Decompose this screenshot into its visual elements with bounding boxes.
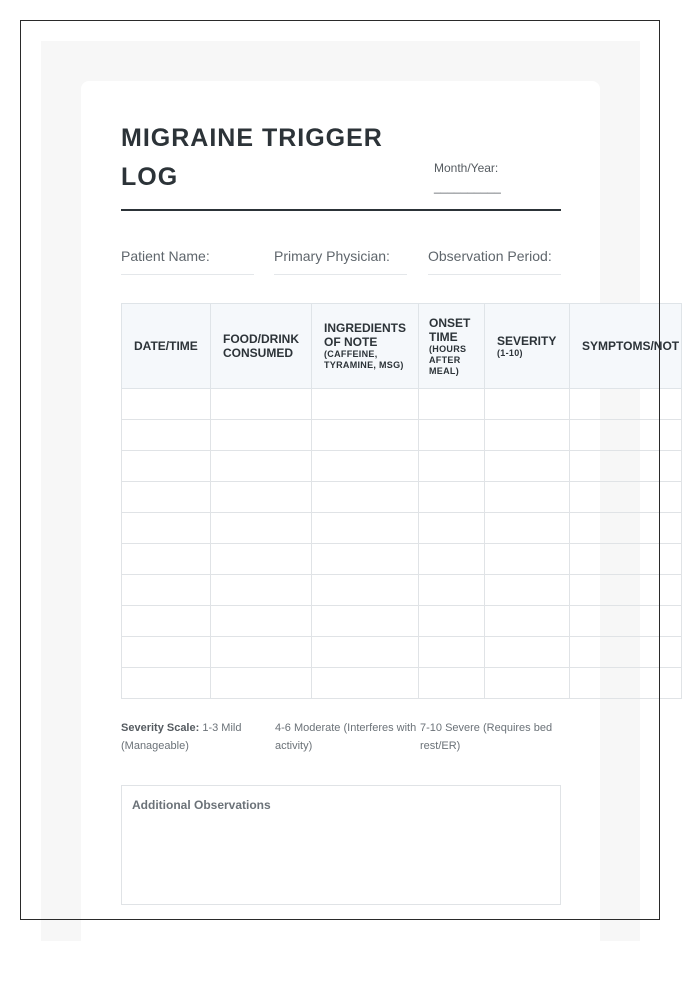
table-row (122, 420, 682, 451)
cell[interactable] (122, 451, 211, 482)
cell[interactable] (312, 606, 419, 637)
cell[interactable] (211, 389, 312, 420)
primary-physician-field[interactable]: Primary Physician: (274, 248, 407, 275)
cell[interactable] (570, 389, 682, 420)
cell[interactable] (312, 513, 419, 544)
column-header-food-drink: FOOD/DRINK CONSUMED (211, 304, 312, 389)
table-row (122, 575, 682, 606)
cell[interactable] (419, 637, 485, 668)
cell[interactable] (419, 544, 485, 575)
cell[interactable] (312, 451, 419, 482)
cell[interactable] (485, 389, 570, 420)
cell[interactable] (122, 637, 211, 668)
table-row (122, 606, 682, 637)
cell[interactable] (485, 575, 570, 606)
cell[interactable] (485, 544, 570, 575)
cell[interactable] (419, 389, 485, 420)
cell[interactable] (122, 513, 211, 544)
column-header-symptoms: SYMPTOMS/NOT (570, 304, 682, 389)
column-header-date-time: DATE/TIME (122, 304, 211, 389)
cell[interactable] (570, 606, 682, 637)
cell[interactable] (211, 544, 312, 575)
cell[interactable] (570, 482, 682, 513)
cell[interactable] (312, 575, 419, 606)
additional-observations-box[interactable] (121, 785, 561, 905)
document-header (121, 81, 561, 211)
cell[interactable] (122, 482, 211, 513)
cell[interactable] (211, 606, 312, 637)
cell[interactable] (211, 575, 312, 606)
cell[interactable] (570, 637, 682, 668)
trigger-log-table (121, 303, 682, 699)
cell[interactable] (419, 420, 485, 451)
document-content (121, 81, 561, 275)
table-row (122, 482, 682, 513)
additional-observations-label: Additional Observations (132, 798, 271, 812)
cell[interactable] (122, 606, 211, 637)
table-row (122, 637, 682, 668)
cell[interactable] (122, 668, 211, 699)
cell[interactable] (485, 482, 570, 513)
cell[interactable] (211, 482, 312, 513)
cell[interactable] (312, 482, 419, 513)
cell[interactable] (485, 513, 570, 544)
cell[interactable] (211, 513, 312, 544)
observation-period-field[interactable]: Observation Period: (428, 248, 561, 275)
cell[interactable] (312, 668, 419, 699)
column-header-severity: SEVERITY (1-10) (485, 304, 570, 389)
cell[interactable] (312, 637, 419, 668)
patient-name-field[interactable]: Patient Name: (121, 248, 254, 275)
cell[interactable] (485, 668, 570, 699)
month-year-blank[interactable]: __________ (434, 180, 501, 194)
table-row (122, 544, 682, 575)
cell[interactable] (122, 420, 211, 451)
cell[interactable] (419, 575, 485, 606)
cell[interactable] (570, 513, 682, 544)
cell[interactable] (122, 575, 211, 606)
cell[interactable] (419, 482, 485, 513)
cell[interactable] (570, 451, 682, 482)
log-table-container (121, 303, 678, 699)
cell[interactable] (485, 451, 570, 482)
cell[interactable] (211, 668, 312, 699)
severity-moderate: 4-6 Moderate (Interferes with activity) (275, 722, 417, 752)
cell[interactable] (570, 575, 682, 606)
month-year-label: Month/Year: (434, 161, 499, 175)
cell[interactable] (211, 451, 312, 482)
cell[interactable] (122, 544, 211, 575)
cell[interactable] (485, 637, 570, 668)
severity-scale-label: Severity Scale: (121, 722, 200, 734)
cell[interactable] (419, 668, 485, 699)
cell[interactable] (419, 606, 485, 637)
cell[interactable] (485, 606, 570, 637)
cell[interactable] (570, 544, 682, 575)
cell[interactable] (419, 513, 485, 544)
table-header-row (122, 304, 682, 389)
severity-severe: 7-10 Severe (Requires bed rest/ER) (420, 722, 553, 752)
column-header-onset-time: ONSET TIME (HOURS AFTER MEAL) (419, 304, 485, 389)
cell[interactable] (312, 420, 419, 451)
severity-mild-text: 1-3 Mild (Manageable) (121, 722, 242, 752)
cell[interactable] (570, 420, 682, 451)
cell[interactable] (211, 637, 312, 668)
cell[interactable] (211, 420, 312, 451)
cell[interactable] (312, 389, 419, 420)
month-year-field[interactable] (434, 160, 501, 195)
cell[interactable] (419, 451, 485, 482)
table-row (122, 451, 682, 482)
cell[interactable] (312, 544, 419, 575)
table-row (122, 389, 682, 420)
column-header-ingredients: INGREDIENTS OF NOTE (CAFFEINE, TYRAMINE, MSG) (312, 304, 419, 389)
patient-info-row (121, 211, 561, 275)
cell[interactable] (485, 420, 570, 451)
table-row (122, 668, 682, 699)
cell[interactable] (570, 668, 682, 699)
cell[interactable] (122, 389, 211, 420)
severity-mild (121, 719, 261, 755)
table-row (122, 513, 682, 544)
document-title: MIGRAINE TRIGGER LOG (121, 124, 383, 191)
